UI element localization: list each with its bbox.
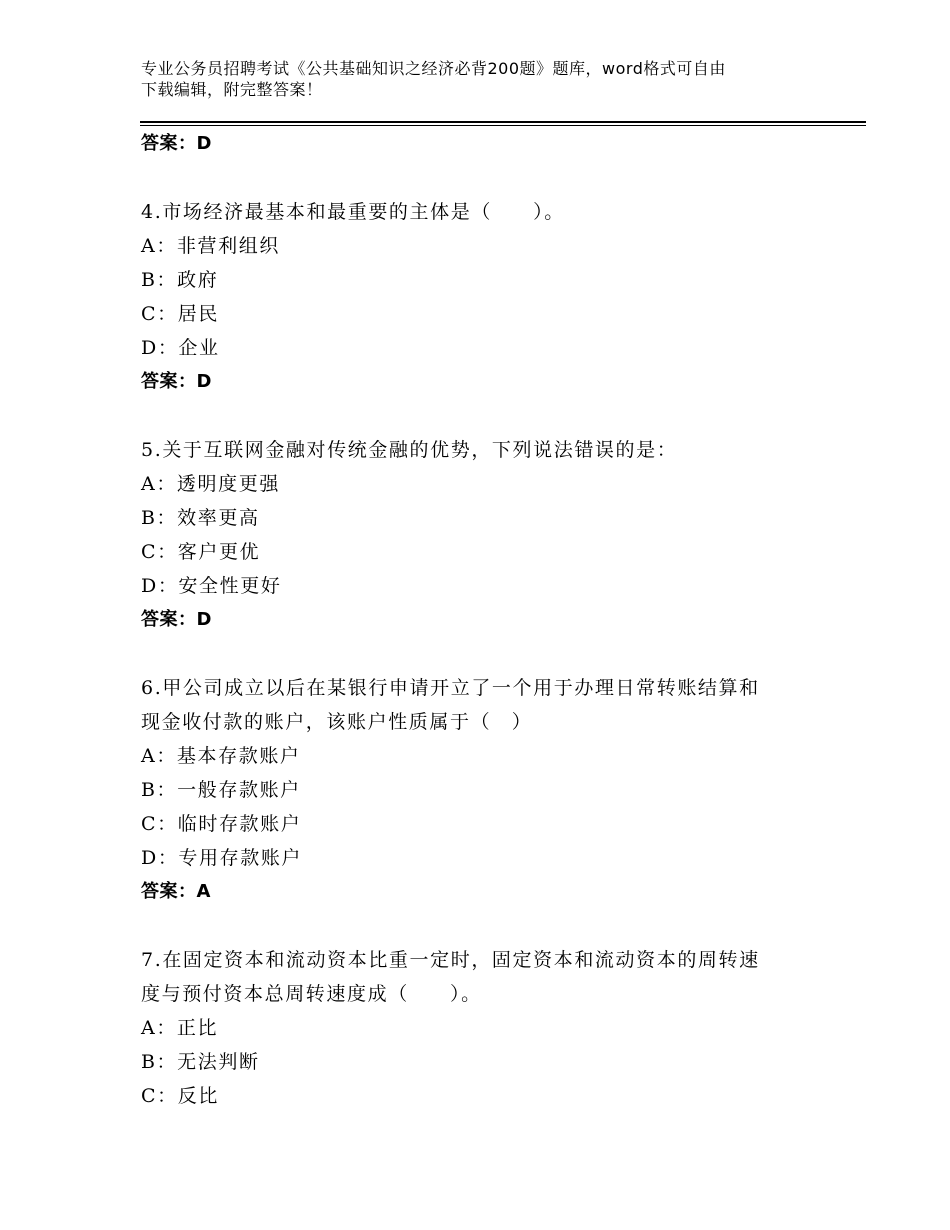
answer: 答案：A bbox=[141, 881, 211, 902]
previous-answer: 答案：D bbox=[141, 133, 212, 154]
header-rule-thick bbox=[140, 121, 866, 123]
spacer bbox=[141, 161, 841, 195]
option-c: C：居民 bbox=[141, 303, 219, 325]
option-a: A：非营利组织 bbox=[141, 235, 280, 257]
header-line-2: 下载编辑，附完整答案！ bbox=[141, 80, 323, 99]
header-line-1: 专业公务员招聘考试《公共基础知识之经济必背200题》题库，word格式可自由 bbox=[141, 59, 726, 78]
question-4 bbox=[141, 195, 841, 399]
option-b: B：无法判断 bbox=[141, 1051, 260, 1073]
question-5 bbox=[141, 433, 841, 637]
option-b: B：一般存款账户 bbox=[141, 779, 301, 801]
option-b: B：政府 bbox=[141, 269, 219, 291]
question-stem: 4.市场经济最基本和最重要的主体是（ ）。 bbox=[141, 201, 565, 223]
document-body bbox=[141, 127, 841, 1113]
option-a: A：透明度更强 bbox=[141, 473, 280, 495]
question-stem-line-1: 6.甲公司成立以后在某银行申请开立了一个用于办理日常转账结算和 bbox=[141, 677, 760, 699]
option-c: C：反比 bbox=[141, 1085, 219, 1107]
answer: 答案：D bbox=[141, 371, 212, 392]
question-stem-line-1: 7.在固定资本和流动资本比重一定时，固定资本和流动资本的周转速 bbox=[141, 949, 760, 971]
option-d: D：专用存款账户 bbox=[141, 847, 303, 869]
document-header bbox=[141, 58, 841, 100]
question-7 bbox=[141, 943, 841, 1113]
question-stem-line-2: 现金收付款的账户，该账户性质属于（ ） bbox=[141, 711, 533, 733]
option-c: C：客户更优 bbox=[141, 541, 261, 563]
spacer bbox=[141, 637, 841, 671]
header-rule-thin bbox=[140, 125, 866, 126]
option-d: D：安全性更好 bbox=[141, 575, 282, 597]
question-stem: 5.关于互联网金融对传统金融的优势，下列说法错误的是： bbox=[141, 439, 678, 461]
spacer bbox=[141, 399, 841, 433]
option-d: D：企业 bbox=[141, 337, 220, 359]
option-c: C：临时存款账户 bbox=[141, 813, 302, 835]
answer: 答案：D bbox=[141, 609, 212, 630]
spacer bbox=[141, 909, 841, 943]
question-6 bbox=[141, 671, 841, 909]
question-stem-line-2: 度与预付资本总周转速度成（ ）。 bbox=[141, 983, 482, 1005]
option-a: A：正比 bbox=[141, 1017, 219, 1039]
option-a: A：基本存款账户 bbox=[141, 745, 301, 767]
option-b: B：效率更高 bbox=[141, 507, 260, 529]
